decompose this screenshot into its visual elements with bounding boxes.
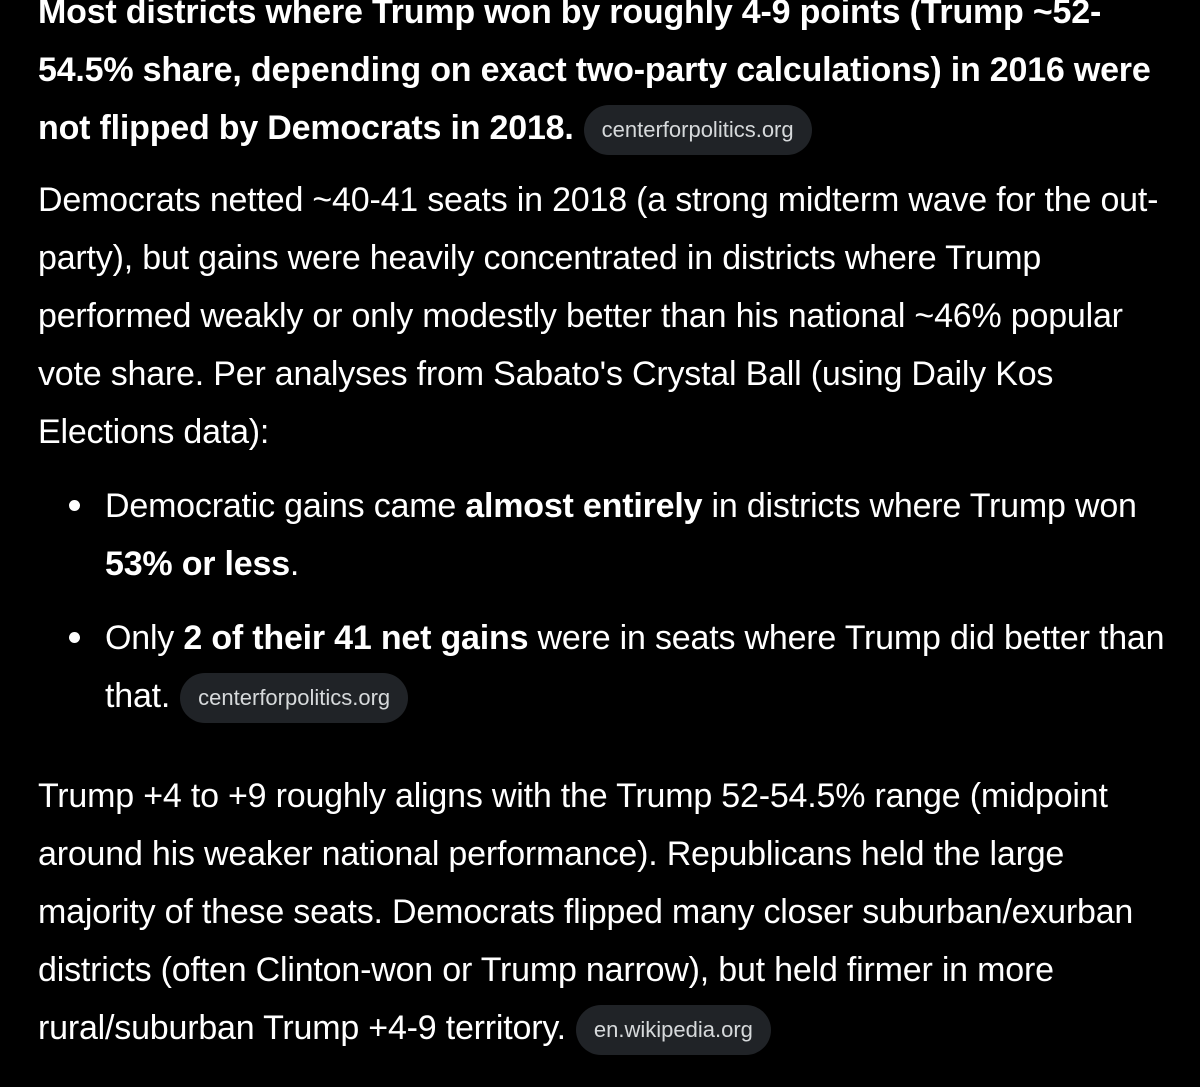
response-content — [38, 0, 1178, 1057]
intro-paragraph — [38, 0, 1178, 157]
source-chip-conclusion[interactable]: en.wikipedia.org — [576, 1005, 771, 1055]
summary-paragraph: Democrats netted ~40-41 seats in 2018 (a strong midterm wave for the out-party), but gains were heavily concentrated in districts where Trump performed weakly or only modestly better than his national ~46% popular vote share. Per analyses from Sabato's Crystal Ball (using Daily Kos Elections data): — [38, 181, 1159, 451]
bullet-dot-icon — [69, 500, 80, 511]
source-chip-intro[interactable]: centerforpolitics.org — [584, 105, 812, 155]
list-item: Only 2 of their 41 net gains were in seats where Trump did better than that. centerforpolitics.org — [38, 609, 1178, 725]
source-chip-bullet[interactable]: centerforpolitics.org — [180, 673, 408, 723]
bullet-dot-icon — [69, 632, 80, 643]
list-item: Democratic gains came almost entirely in districts where Trump won 53% or less. — [38, 477, 1178, 593]
conclusion-paragraph — [38, 767, 1178, 1057]
intro-text: Most districts where Trump won by roughly 4-9 points (Trump ~52-54.5% share, depending on exact two-party calculations) in 2016 were not flipped by Democrats in 2018. — [38, 0, 1151, 147]
conclusion-text: Trump +4 to +9 roughly aligns with the Trump 52-54.5% range (midpoint around his weaker national performance). Republicans held the large majority of these seats. Democrats flipped many closer suburban/exurban districts (often Clinton-won or Trump narrow), but held firmer in more rural/suburban Trump +4-9 territory. — [38, 777, 1134, 1047]
findings-list — [38, 477, 1178, 725]
